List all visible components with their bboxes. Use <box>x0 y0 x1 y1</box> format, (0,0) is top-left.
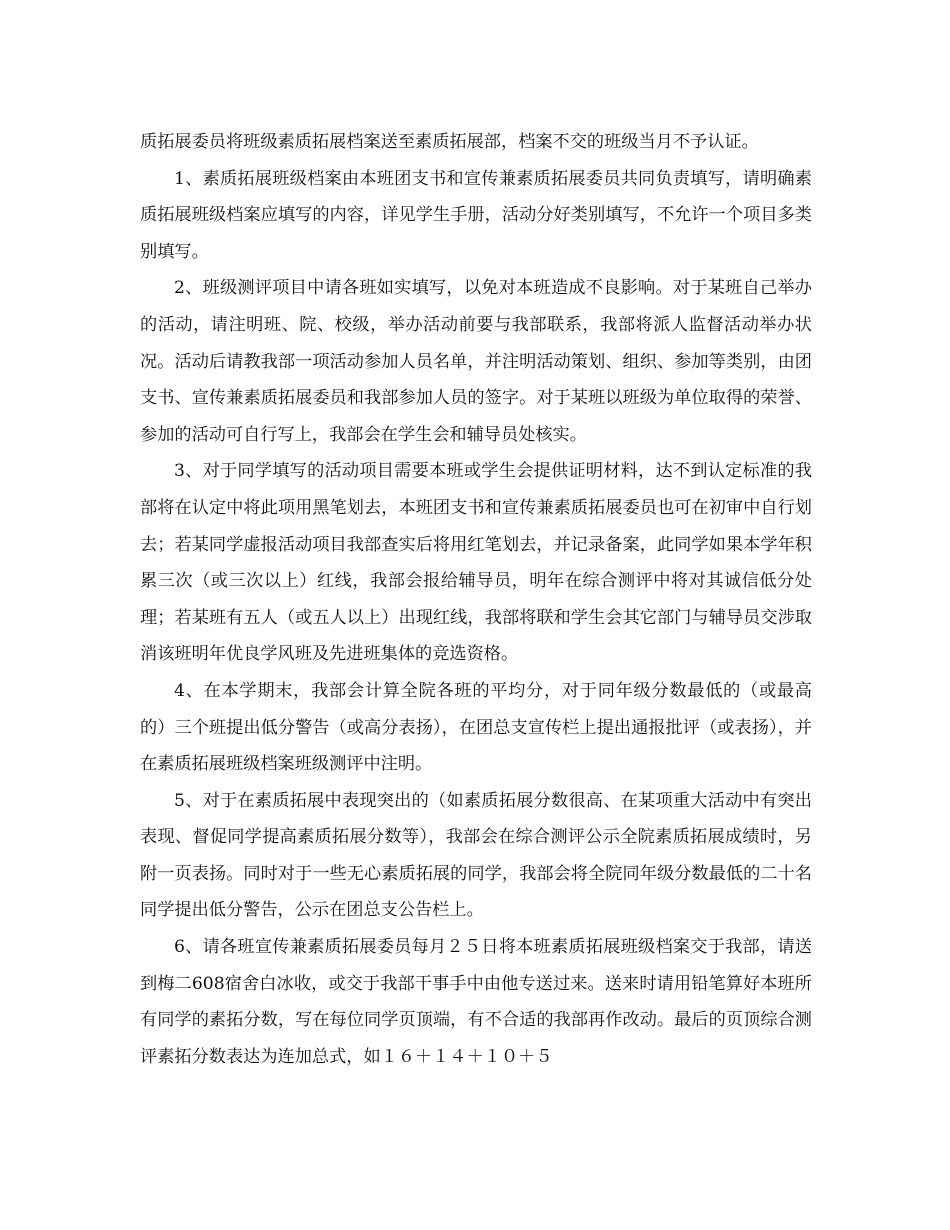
paragraph-item-1: 1、素质拓展班级档案由本班团支书和宣传兼素质拓展委员共同负责填写，请明确素质拓展班级档案应填写的内容，详见学生手册，活动分好类别填写，不允许一个项目多类别填写。 <box>140 168 812 262</box>
document-page <box>140 124 812 1075</box>
paragraph-item-3: 3、对于同学填写的活动项目需要本班或学生会提供证明材料，达不到认定标准的我部将在认定中将此项用黑笔划去，本班团支书和宣传兼素质拓展委员也可在初审中自行划去；若某同学虚报活动项目我部查实后将用红笔划去，并记录备案，此同学如果本学年积累三次（或三次以上）红线，我部会报给辅导员，明年在综合测评中将对其诚信低分处理；若某班有五人（或五人以上）出现红线，我部将联和学生会其它部门与辅导员交涉取消该班明年优良学风班及先进班集体的竞选资格。 <box>140 461 812 665</box>
paragraph-item-6: 6、请各班宣传兼素质拓展委员每月２５日将本班素质拓展班级档案交于我部，请送到梅二608宿舍白冰收，或交于我部干事手中由他专送过来。送来时请用铅笔算好本班所有同学的素拓分数，写在每位同学页顶端，有不合适的我部再作改动。最后的页顶综合测评素拓分数表达为连加总式，如１６＋１４＋１０＋５ <box>140 937 812 1067</box>
paragraph-continuation: 质拓展委员将班级素质拓展档案送至素质拓展部，档案不交的班级当月不予认证。 <box>140 132 759 152</box>
paragraph-item-4: 4、在本学期末，我部会计算全院各班的平均分，对于同年级分数最低的（或最高的）三个班提出低分警告（或高分表扬），在团总支宣传栏上提出通报批评（或表扬），并在素质拓展班级档案班级测评中注明。 <box>140 680 812 775</box>
paragraph-item-2: 2、班级测评项目中请各班如实填写，以免对本班造成不良影响。对于某班自己举办的活动，请注明班、院、校级，举办活动前要与我部联系，我部将派人监督活动举办状况。活动后请教我部一项活动参加人员名单，并注明活动策划、组织、参加等类别，由团支书、宣传兼素质拓展委员和我部参加人员的签字。对于某班以班级为单位取得的荣誉、参加的活动可自行写上，我部会在学生会和辅导员处核实。 <box>140 278 812 445</box>
paragraph-item-5: 5、对于在素质拓展中表现突出的（如素质拓展分数很高、在某项重大活动中有突出表现、督促同学提高素质拓展分数等），我部会在综合测评公示全院素质拓展成绩时，另附一页表扬。同时对于一些无心素质拓展的同学，我部会将全院同年级分数最低的二十名同学提出低分警告，公示在团总支公告栏上。 <box>140 790 812 921</box>
